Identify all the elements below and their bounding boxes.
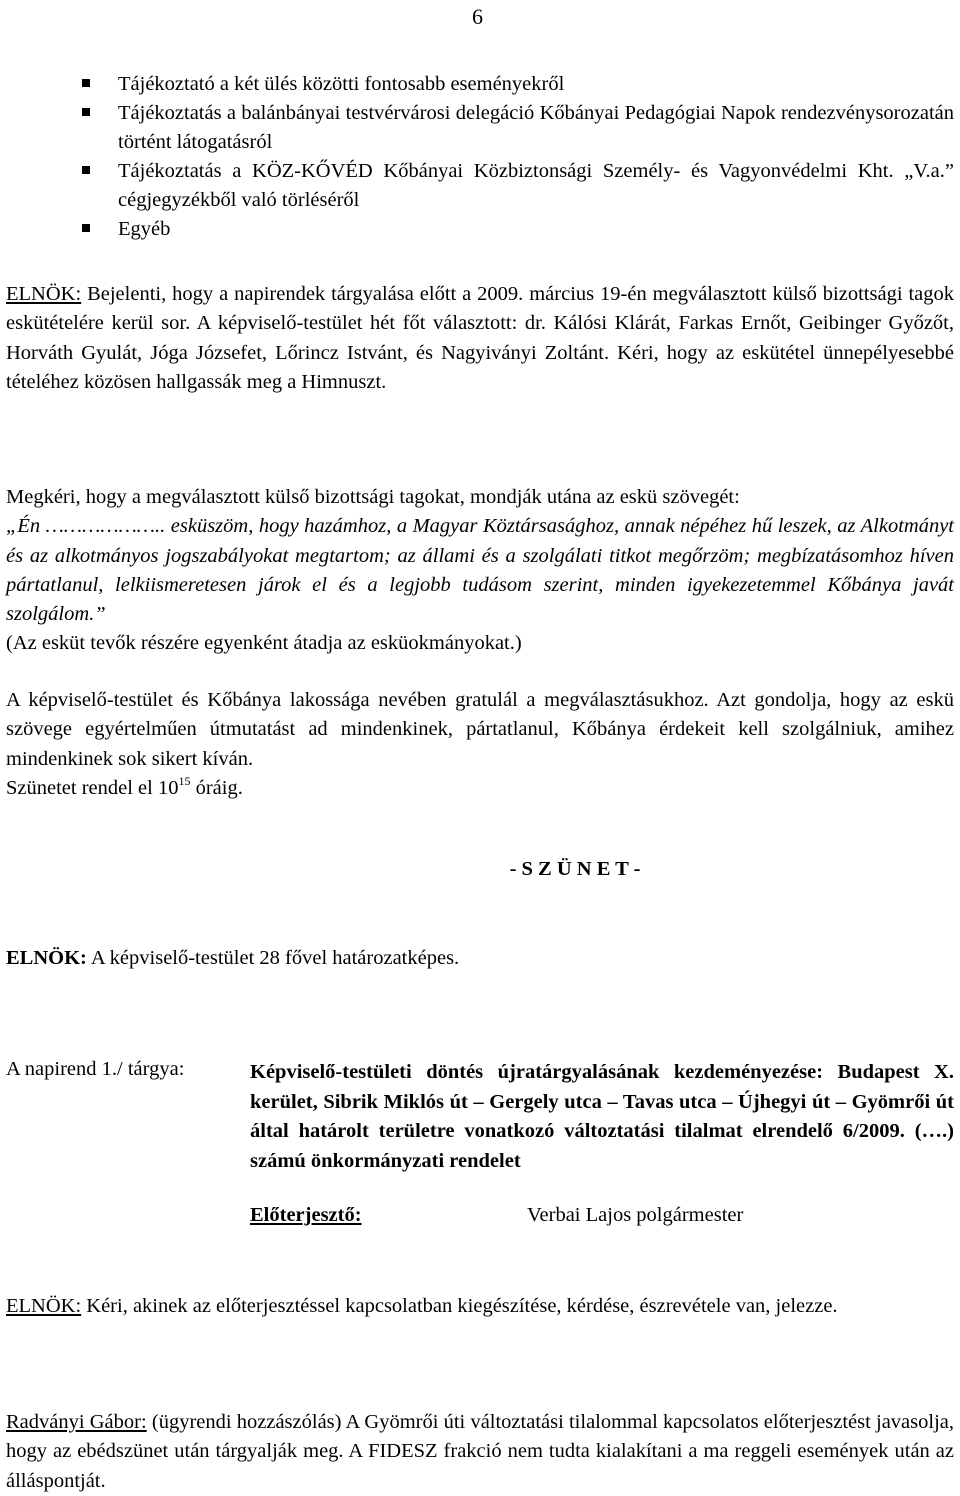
- square-bullet-icon: [82, 224, 90, 232]
- congratulation-paragraph: [6, 686, 954, 803]
- paragraph-text: Bejelenti, hogy a napirendek tárgyalása előtt a 2009. március 19-én megválasztott külső bizottsági tagok eskütételére kerül sor. A képviselő-testület hét főt választott: dr. Kálósi Klárát, Farkas Ernőt, Geibinger Győzőt, Horváth Gyulát, Jóga Józsefet, Lőrincz Istvánt, és Nagyiványi Zoltánt. Kéri, hogy az eskütétel ünnepélyesebbé tételéhez közösen hallgassák meg a Himnuszt.: [6, 283, 954, 393]
- agenda-item-title: Képviselő-testületi döntés újratárgyalásának kezdeményezése: Budapest X. kerület, Sibrik Miklós út – Gergely utca – Tavas utca – Újhegyi út – Gyömrői út által határolt területre vonatkozó változtatási tilalmat elrendelő 6/2009. (….) számú önkormányzati rendelet: [250, 1061, 954, 1172]
- oath-intro: Megkéri, hogy a megválasztott külső bizottsági tagokat, mondják utána az eskü szövegét:: [6, 486, 740, 508]
- presenter-name: Verbai Lajos polgármester: [527, 1204, 744, 1226]
- bullet-item: [82, 70, 954, 99]
- page-number: 6: [472, 4, 483, 29]
- bullet-text: Tájékoztatás a balánbányai testvérvárosi delegáció Kőbányai Pedagógiai Napok rendezvénysorozatán történt látogatásról: [118, 102, 954, 153]
- oath-note: (Az esküt tevők részére egyenként átadja az esküokmányokat.): [6, 632, 522, 655]
- bullet-text: Egyéb: [118, 218, 171, 240]
- square-bullet-icon: [82, 108, 90, 116]
- agenda-bullet-list: [82, 70, 954, 244]
- bullet-text: Tájékoztatás a KÖZ-KŐVÉD Kőbányai Közbiztonsági Személy- és Vagyonvédelmi Kht. „V.a.” cégjegyzékből való törléséről: [118, 160, 954, 211]
- presenter-label: Előterjesztő:: [250, 1204, 362, 1226]
- break-heading: - S Z Ü N E T -: [509, 858, 641, 880]
- radvanyi-comment-paragraph: [6, 1408, 954, 1496]
- speaker-label: ELNÖK:: [6, 1295, 82, 1317]
- speaker-label: ELNÖK:: [6, 947, 87, 969]
- chair-request-paragraph: [6, 1292, 954, 1321]
- bullet-item: [82, 157, 954, 215]
- paragraph-text: Kéri, akinek az előterjesztéssel kapcsolatban kiegészítése, kérdése, észrevétele van, jelezze.: [81, 1295, 838, 1317]
- bullet-item: [82, 99, 954, 157]
- oath-text: „Én ……………….. esküszöm, hogy hazámhoz, a Magyar Köztársasághoz, annak népéhez hű leszek, az Alkotmányt és az alkotmányos jogszabályokat megtartom; az állami és a szolgálati titkot megőrzöm; megbízatásomhoz híven pártatlanul, lelkiismeretesen járok el és a legjobb tudásom szerint, minden igyekezetemmel Kőbánya javát szolgálom.”: [6, 515, 954, 626]
- bullet-item: [82, 215, 954, 244]
- break-announcement: [6, 774, 954, 803]
- square-bullet-icon: [82, 166, 90, 174]
- agenda-item-label: A napirend 1./ tárgya:: [6, 1058, 185, 1080]
- paragraph-text: A képviselő-testület és Kőbánya lakossága nevében gratulál a megválasztásukhoz. Azt gondolja, hogy az eskü szövege egyértelműen útmutatást ad mindenkinek, pártatlanul, Kőbánya érdekeit kell szolgálniuk, amihez mindenkinek sok sikert kíván.: [6, 689, 954, 770]
- break-time-superscript: 15: [178, 773, 191, 788]
- break-text-end: óráig.: [190, 776, 243, 799]
- chair-announcement-paragraph: [6, 280, 954, 397]
- bullet-text: Tájékoztató a két ülés közötti fontosabb eseményekről: [118, 73, 565, 95]
- oath-paragraph: [6, 483, 954, 659]
- paragraph-text: A képviselő-testület 28 fővel határozatképes.: [86, 947, 460, 969]
- quorum-paragraph: [6, 944, 954, 973]
- break-text: Szünetet rendel el 10: [6, 776, 179, 799]
- paragraph-text: (ügyrendi hozzászólás) A Gyömrői úti változtatási tilalommal kapcsolatos előterjesztést javasolja, hogy az ebédszünet után tárgyalják meg. A FIDESZ frakció nem tudta kialakítani a ma reggeli események után az álláspontját.: [6, 1411, 954, 1492]
- speaker-label: ELNÖK:: [6, 283, 82, 305]
- square-bullet-icon: [82, 79, 90, 87]
- speaker-label: Radványi Gábor:: [6, 1411, 147, 1433]
